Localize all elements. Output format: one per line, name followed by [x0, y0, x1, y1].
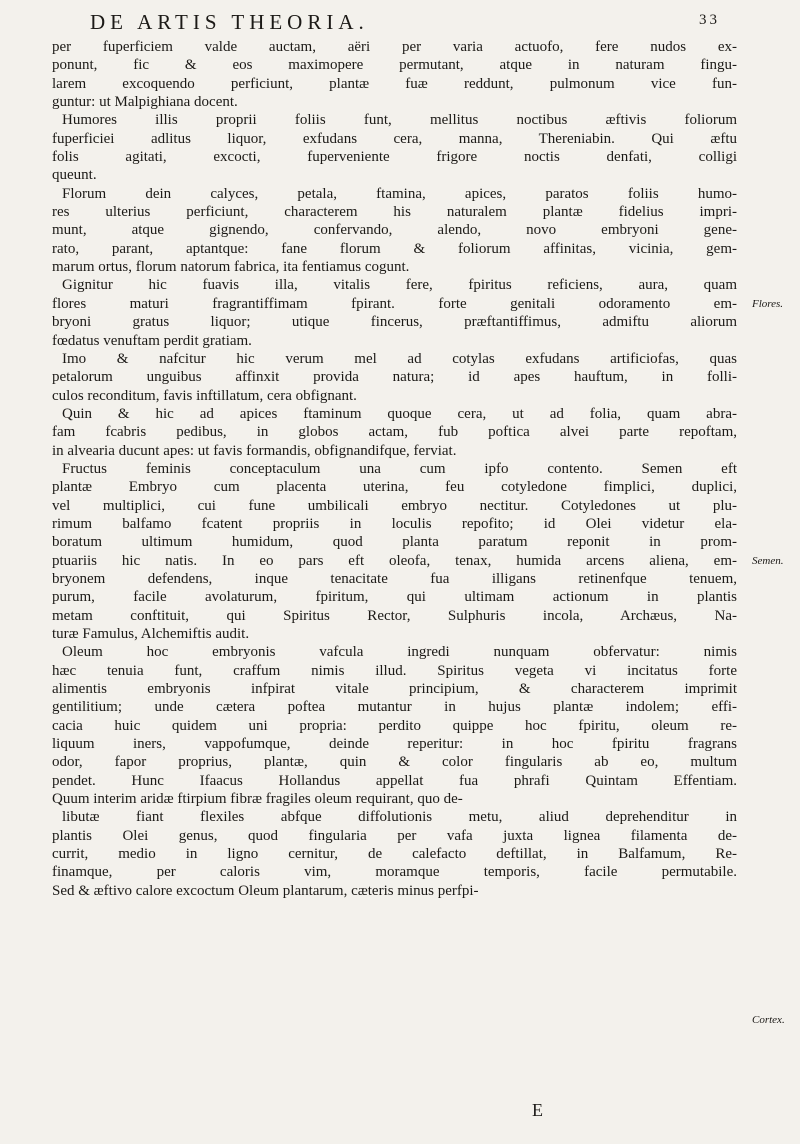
text-line: libutæ fiant flexiles abfque diffolutionis metu, aliud deprehenditur in — [62, 809, 737, 826]
text-line: fam fcabris pedibus, in globos actam, fub poftica alvei parte repoftam, — [52, 424, 737, 441]
text-line: fuperficiei adlitus liquor, exfudans cera, manna, Thereniabin. Qui æftu — [52, 130, 737, 147]
text-line: larem excoquendo perficiunt, plantæ fuæ reddunt, pulmonum vice fun- — [52, 75, 737, 92]
text-line: metam conftituit, qui Spiritus Rector, Sulphuris incola, Archæus, Na- — [52, 607, 737, 624]
text-line: Imo & nafcitur hic verum mel ad cotylas exfudans artificiofas, quas — [62, 350, 737, 367]
text-line: vel multiplici, cui fune umbilicali embryo nectitur. Cotyledones ut plu- — [52, 497, 737, 514]
text-line: in alvearia ducunt apes: ut favis formandis, obfignandifque, ferviat. — [52, 442, 457, 459]
text-line: flores maturi fragrantiffimam fpirant. forte genitali odoramento em- — [52, 295, 737, 312]
text-line: Humores illis proprii foliis funt, mellitus noctibus æftivis foliorum — [62, 112, 737, 129]
text-line: ptuariis hic natis. In eo pars eft oleofa, tenax, humida arcens aliena, em- — [52, 552, 737, 569]
text-line: res ulterius perficiunt, characterem his naturalem plantæ fidelius impri- — [52, 204, 737, 221]
text-line: fœdatus venuftam perdit gratiam. — [52, 332, 252, 349]
text-line: hæc tenuia funt, craffum nimis illud. Spiritus vegeta vi incitatus forte — [52, 662, 737, 679]
text-line: Oleum hoc embryonis vafcula ingredi nunquam obfervatur: nimis — [62, 644, 737, 661]
text-line: guntur: ut Malpighiana docent. — [52, 94, 238, 111]
text-line: currit, medio in ligno cernitur, de calefacto deftillat, in Balfamum, Re- — [52, 846, 737, 863]
text-line: pendet. Hunc Ifaacus Hollandus appellat fua phrafi Quintam Effentiam. — [52, 772, 737, 789]
text-line: finamque, per caloris vim, moramque temporis, facile permutabile. — [52, 864, 737, 881]
text-line: liquum iners, vappofumque, deinde reperitur: in hoc fpiritu fragrans — [52, 736, 737, 753]
text-line: plantis Olei genus, quod fingularia per vafa juxta lignea filamenta de- — [52, 827, 737, 844]
text-line: ponunt, fic & eos maximopere permutant, atque in naturam fingu- — [52, 57, 737, 74]
text-line: Florum dein calyces, petala, ftamina, apices, paratos foliis humo- — [62, 185, 737, 202]
signature-mark: E — [532, 1100, 543, 1120]
text-line: rato, parant, aptantque: fane florum & foliorum affinitas, vicinia, gem- — [52, 240, 737, 257]
text-line: boratum ultimum humidum, quod planta paratum reponit in prom- — [52, 534, 737, 551]
text-line: folis agitati, excocti, fuperveniente frigore noctis denfati, colligi — [52, 149, 737, 166]
text-line: turæ Famulus, Alchemiftis audit. — [52, 626, 250, 642]
text-line: bryonem defendens, inque tenacitate fua illigans retinenfque tenuem, — [52, 570, 737, 587]
text-line: Quin & hic ad apices ftaminum quoque cera, ut ad folia, quam abra- — [62, 405, 737, 422]
text-line: gentilitium; unde cætera poftea mutantur in hujus plantæ indolem; effi- — [52, 699, 737, 716]
text-line: queunt. — [52, 167, 97, 184]
margin-note: Semen. — [752, 554, 784, 567]
text-line: Quum interim aridæ ftirpium fibræ fragiles oleum requirant, quo de- — [52, 791, 463, 808]
running-header — [90, 8, 720, 42]
text-line: cacia huic quidem uni propria: perdito quippe hoc fpiritu, oleum re- — [52, 717, 737, 734]
text-line: petalorum unguibus affinxit provida natura; id apes hauftum, in folli- — [52, 369, 737, 386]
text-line: purum, facile avolaturum, fpiritum, qui ultimam actionum in plantis — [52, 589, 737, 606]
header-title: DE ARTIS THEORIA. — [90, 10, 369, 34]
text-line: Fructus feminis conceptaculum una cum ipfo contento. Semen eft — [62, 460, 737, 477]
text-line: bryoni gratus liquor; utique fincerus, præftantiffimus, admiftu aliorum — [52, 314, 737, 331]
text-line: per fuperficiem valde auctam, aëri per varia actuofo, fere nudos ex- — [52, 39, 737, 55]
body-text — [52, 38, 737, 900]
margin-note: Cortex. — [752, 1013, 785, 1026]
text-line: plantæ Embryo cum placenta uterina, feu cotyledone fimplici, duplici, — [52, 479, 737, 496]
margin-note: Flores. — [752, 297, 784, 310]
text-line: Gignitur hic fuavis illa, vitalis fere, fpiritus reficiens, aura, quam — [62, 277, 737, 294]
text-line: marum ortus, florum natorum fabrica, ita fentiamus cogunt. — [52, 259, 410, 276]
text-line: culos reconditum, favis inftillatum, cera obfignant. — [52, 387, 357, 404]
text-line: Sed & æftivo calore excoctum Oleum plantarum, cæteris minus perfpi- — [52, 882, 479, 899]
text-line: odor, fapor proprius, plantæ, quin & color fingularis ab eo, multum — [52, 754, 737, 771]
text-line: munt, atque gignendo, confervando, alendo, novo embryoni gene- — [52, 222, 737, 239]
text-line: alimentis embryonis infpirat vitale principium, & characterem imprimit — [52, 681, 737, 698]
text-line: rimum balfamo fcatent propriis in loculis repofito; id Olei videtur ela- — [52, 515, 737, 532]
page-number: 33 — [699, 12, 720, 28]
